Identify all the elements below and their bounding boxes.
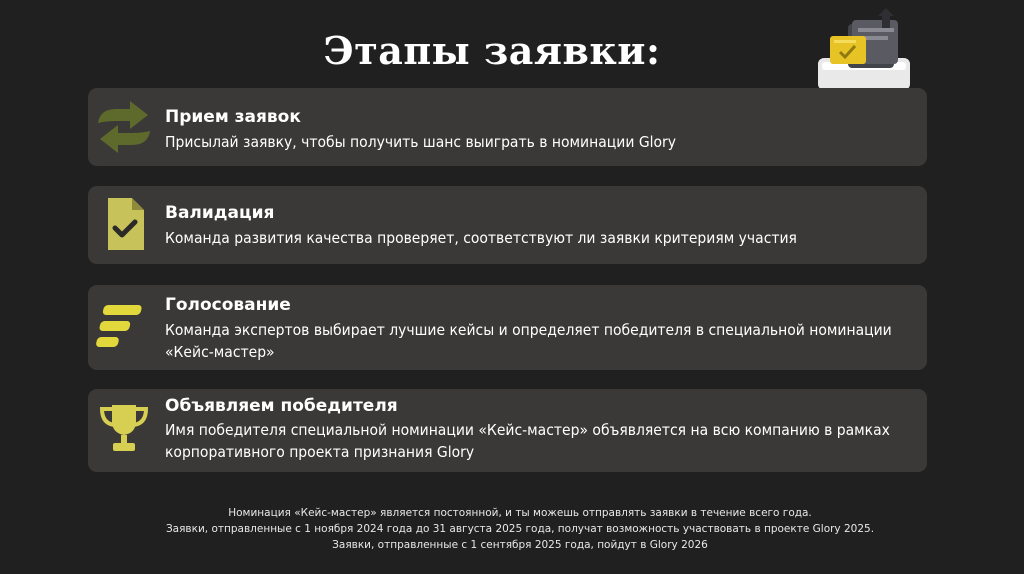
stage-card-voting xyxy=(88,285,927,370)
stage-heading: Прием заявок xyxy=(165,107,301,127)
stage-card-submission xyxy=(88,88,927,166)
stage-description: Имя победителя специальной номинации «Кейс-мастер» объявляется на всю компанию в рамках корпоративного проекта признания Glory xyxy=(165,421,890,461)
stage-heading: Объявляем победителя xyxy=(165,396,398,416)
footer-line: Заявки, отправленные с 1 сентября 2025 года, пойдут в Glory 2026 xyxy=(332,539,708,551)
stage-card-announcement xyxy=(88,389,927,472)
page-title: Этапы заявки: xyxy=(323,28,661,73)
trophy-icon xyxy=(94,399,154,459)
document-check-icon xyxy=(94,194,154,254)
stage-description: Команда экспертов выбирает лучшие кейсы и определяет победителя в специальной номинации «Кейс-мастер» xyxy=(165,321,892,361)
footer-notes xyxy=(0,505,1024,553)
voting-lines-icon xyxy=(94,297,154,357)
exchange-arrows-icon xyxy=(94,97,154,157)
stage-description: Присылай заявку, чтобы получить шанс выиграть в номинации Glory xyxy=(165,133,677,151)
footer-line: Номинация «Кейс-мастер» является постоянной, и ты можешь отправлять заявки в течение всего года. xyxy=(228,507,812,519)
document-stack-icon xyxy=(812,6,912,90)
stage-heading: Голосование xyxy=(165,295,291,315)
stage-card-validation xyxy=(88,186,927,264)
stage-description: Команда развития качества проверяет, соответствуют ли заявки критериям участия xyxy=(165,229,797,247)
footer-line: Заявки, отправленные с 1 ноября 2024 года до 31 августа 2025 года, получат возможность участвовать в проекте Glory 2025. xyxy=(165,523,875,535)
stage-heading: Валидация xyxy=(165,203,275,223)
